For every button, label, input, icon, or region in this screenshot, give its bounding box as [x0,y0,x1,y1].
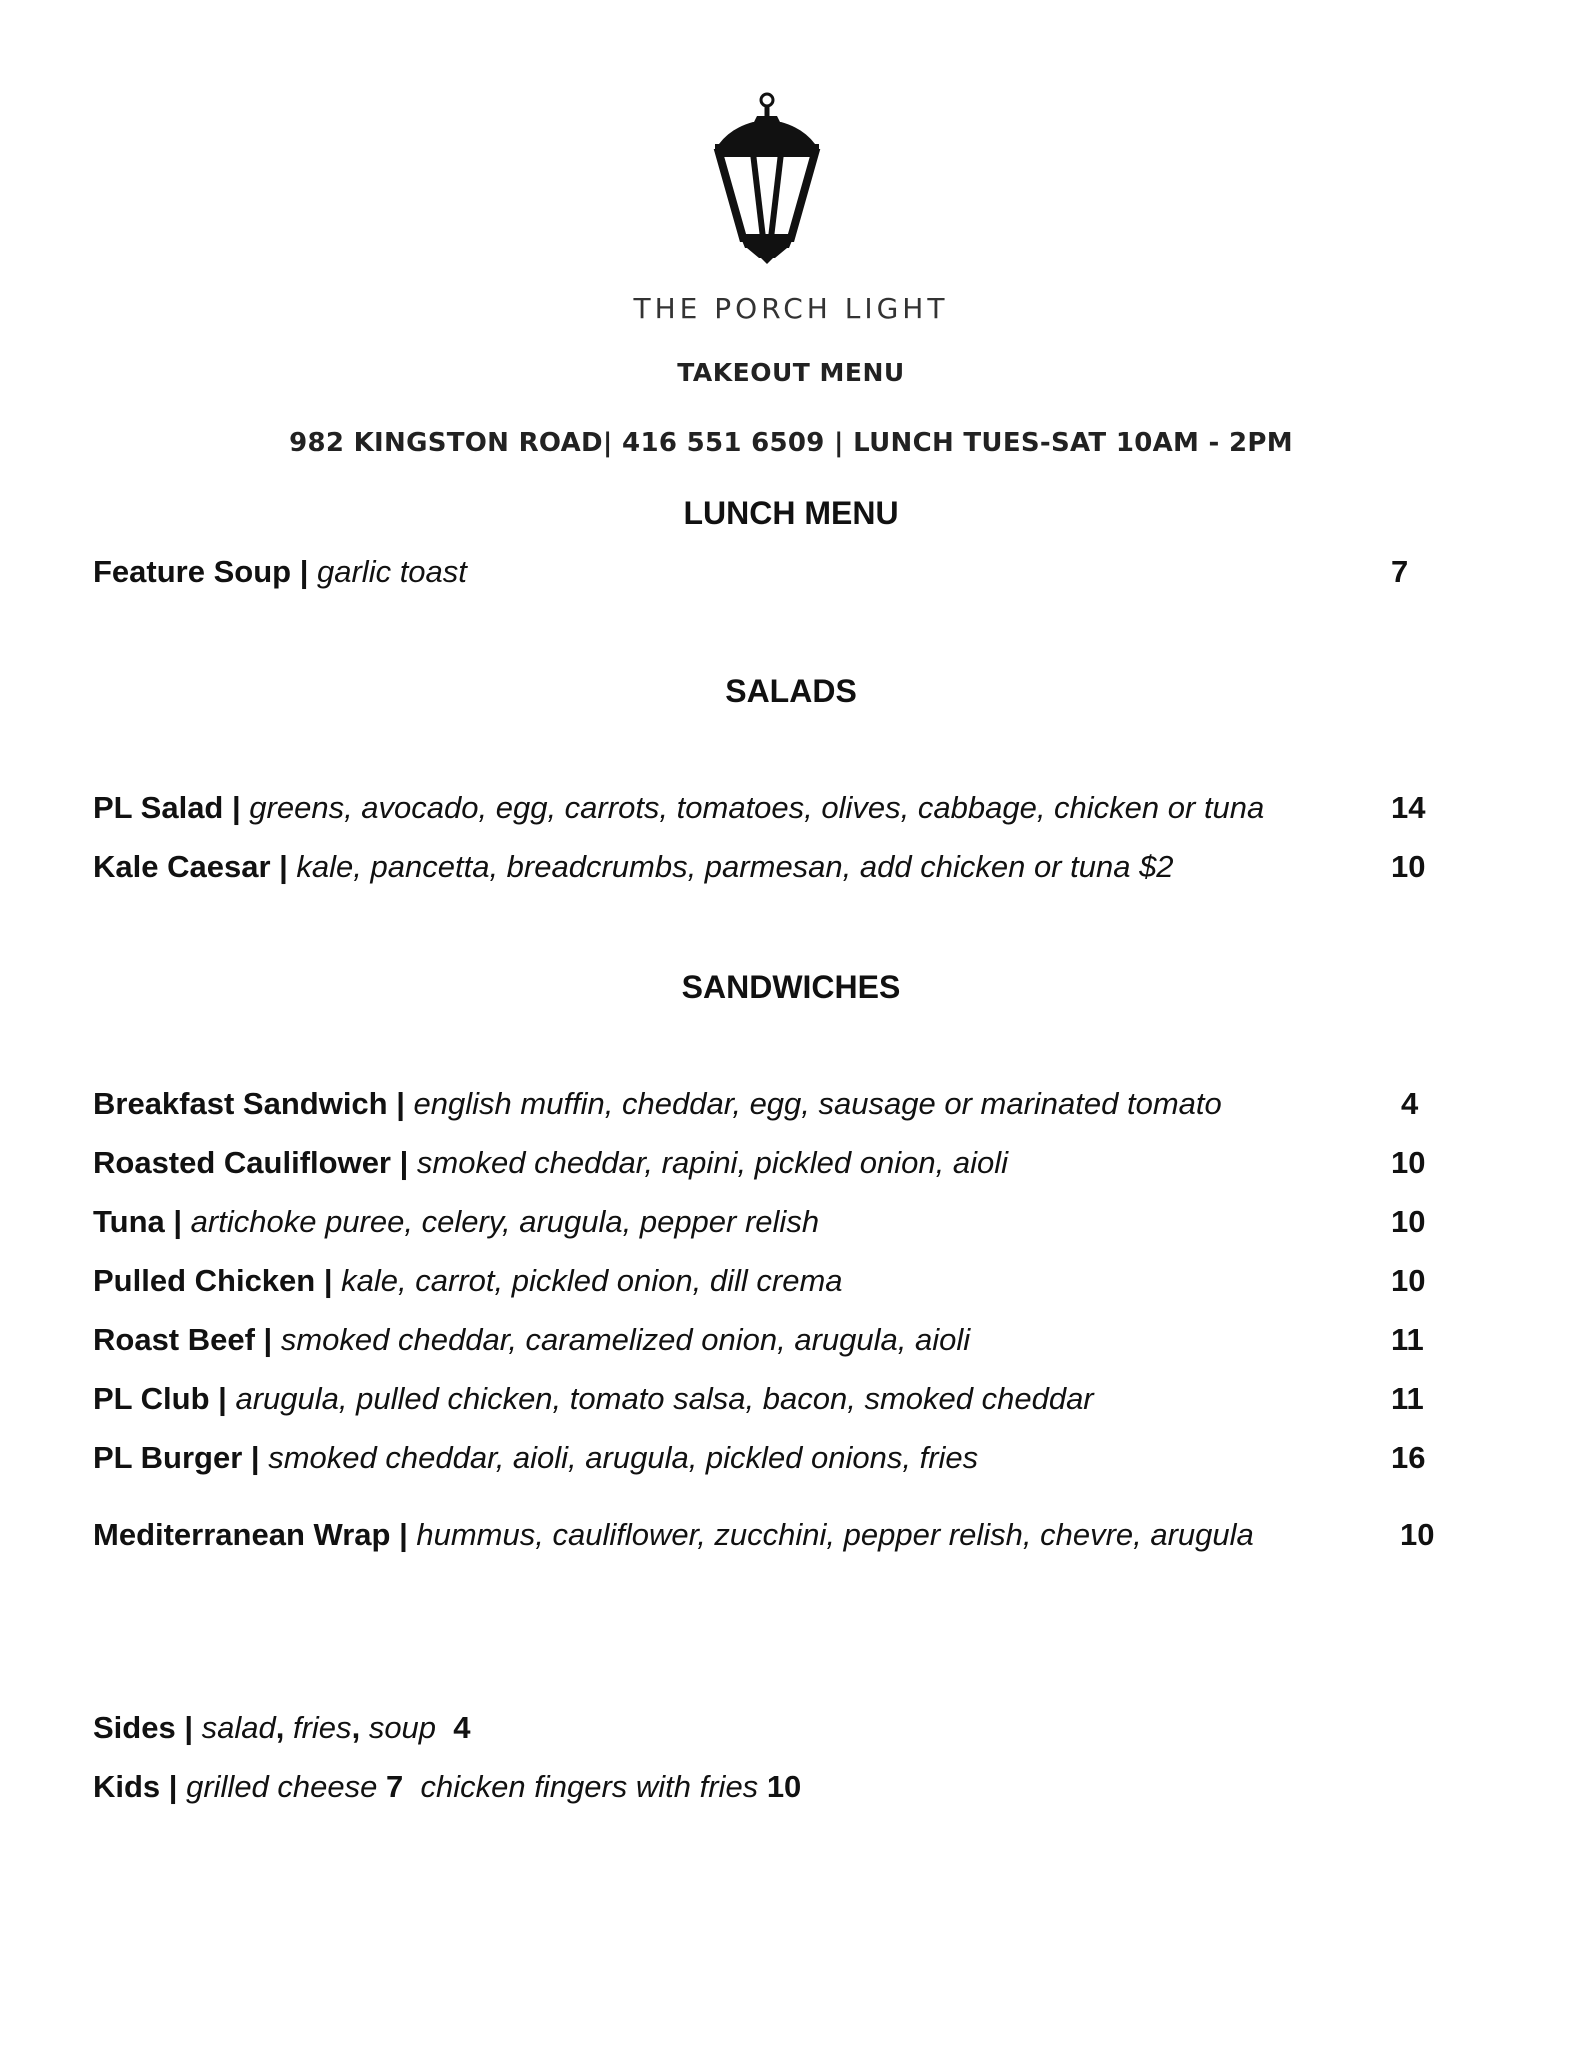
menu-item-tuna [93,1204,819,1240]
item-name: PL Salad | [93,790,241,825]
item-desc: smoked cheddar, rapini, pickled onion, aioli [416,1145,1008,1180]
menu-item-pl-burger [93,1440,978,1476]
item-desc: english muffin, cheddar, egg, sausage or marinated tomato [413,1086,1222,1121]
address-line: 982 KINGSTON ROAD| 416 551 6509 | LUNCH TUES-SAT 10AM - 2PM [289,428,1293,458]
lantern-icon [711,92,823,264]
item-name: Tuna | [93,1204,183,1239]
item-price: 10 [1391,1145,1426,1180]
kids-option-chicken-fingers: chicken fingers with fries [420,1769,759,1804]
item-desc: artichoke puree, celery, arugula, pepper relish [190,1204,820,1239]
item-price: 7 [1391,554,1409,589]
item-desc: smoked cheddar, caramelized onion, arugula, aioli [280,1322,971,1357]
menu-item-pulled-chicken [93,1263,843,1299]
menu-item-roasted-cauliflower [93,1145,1008,1181]
item-price: 10 [766,1769,802,1804]
item-price: 10 [1400,1517,1435,1552]
item-price: 11 [1391,1381,1424,1416]
menu-subtitle: TAKEOUT MENU [677,358,905,387]
item-price: 16 [1391,1440,1426,1475]
section-title-lunch: LUNCH MENU [683,495,899,531]
section-title-salads: SALADS [725,673,857,709]
item-price: 10 [1391,849,1426,884]
item-desc: hummus, cauliflower, zucchini, pepper relish, chevre, arugula [416,1517,1254,1552]
sides-option-soup: soup [368,1710,437,1745]
item-desc: garlic toast [317,554,467,589]
item-price: 14 [1391,790,1426,825]
menu-item-breakfast-sandwich [93,1086,1222,1122]
sides-option-fries: fries [292,1710,352,1745]
item-desc: arugula, pulled chicken, tomato salsa, bacon, smoked cheddar [235,1381,1094,1416]
menu-item-mediterranean-wrap [93,1517,1254,1553]
menu-item-roast-beef [93,1322,970,1358]
item-desc: kale, carrot, pickled onion, dill crema [341,1263,843,1298]
item-name: Kids | [93,1769,178,1804]
sides-separator: , [275,1710,285,1745]
menu-item-pl-club [93,1381,1094,1417]
menu-item-pl-salad [93,790,1264,826]
item-name: Breakfast Sandwich | [93,1086,405,1121]
menu-item-kids [93,1769,801,1805]
item-name: Sides | [93,1710,193,1745]
item-name: PL Club | [93,1381,227,1416]
item-price: 4 [1401,1086,1419,1121]
item-price: 7 [386,1769,404,1804]
item-name: Mediterranean Wrap | [93,1517,408,1552]
sides-separator: , [351,1710,361,1745]
item-price: 4 [453,1710,471,1745]
item-name: Roast Beef | [93,1322,273,1357]
item-name: Kale Caesar | [93,849,288,884]
brand-name: THE PORCH LIGHT [633,292,949,325]
item-name: PL Burger | [93,1440,260,1475]
menu-item-feature-soup [93,554,467,590]
item-name: Roasted Cauliflower | [93,1145,409,1180]
menu-item-sides [93,1710,471,1746]
item-desc: kale, pancetta, breadcrumbs, parmesan, add chicken or tuna $2 [296,849,1174,884]
menu-item-kale-caesar [93,849,1174,885]
section-title-sandwiches: SANDWICHES [681,969,901,1005]
item-desc: smoked cheddar, aioli, arugula, pickled onions, fries [268,1440,979,1475]
item-name: Feature Soup | [93,554,309,589]
kids-option-grilled-cheese: grilled cheese [186,1769,378,1804]
item-name: Pulled Chicken | [93,1263,333,1298]
item-price: 11 [1391,1322,1424,1357]
sides-option-salad: salad [201,1710,276,1745]
item-desc: greens, avocado, egg, carrots, tomatoes, olives, cabbage, chicken or tuna [249,790,1265,825]
item-price: 10 [1391,1204,1426,1239]
item-price: 10 [1391,1263,1426,1298]
